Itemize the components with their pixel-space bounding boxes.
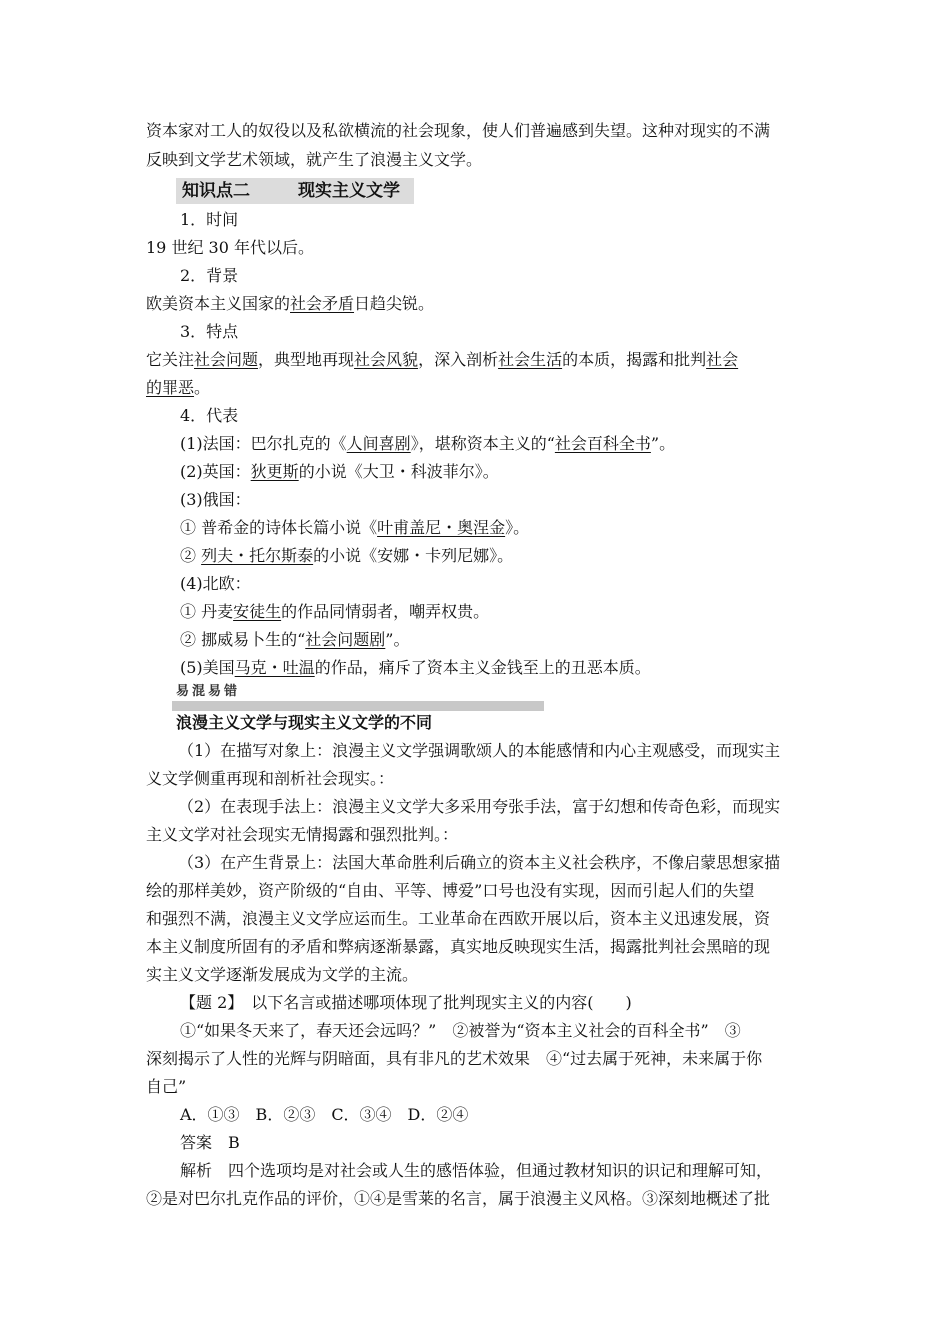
background-text: 欧美资本主义国家的社会矛盾日趋尖锐。 — [146, 294, 435, 313]
divider-bar — [172, 701, 544, 711]
section-heading-time: 1．时间 — [180, 210, 239, 229]
features-text: 它关注社会问题，典型地再现社会风貌，深入剖析社会生活的本质，揭露和批判社会 — [146, 350, 739, 369]
confusion-paragraph: 本主义制度所固有的矛盾和弊病逐渐暴露，真实地反映现实生活，揭露批判社会黑暗的现 — [146, 937, 771, 956]
underlined-term: 社会问题剧 — [305, 630, 386, 649]
question-choices: A．①③ B．②③ C．③④ D．②④ — [180, 1105, 469, 1124]
rep-usa: (5)美国马克・吐温的作品，痛斥了资本主义金钱至上的丑恶本质。 — [180, 658, 651, 677]
underlined-term: 马克・吐温 — [234, 658, 315, 677]
underlined-term: 社会矛盾 — [290, 294, 355, 313]
rep-russia-item: ① 普希金的诗体长篇小说《叶甫盖尼・奥涅金》。 — [180, 518, 530, 537]
underlined-term: 安徒生 — [233, 602, 282, 621]
confusion-paragraph: 绘的那样美妙，资产阶级的“自由、平等、博爱”口号也没有实现，因而引起人们的失望 — [146, 881, 755, 900]
answer: 答案 B — [180, 1133, 240, 1152]
rep-russia-heading: (3)俄国： — [180, 490, 251, 509]
time-text: 19 世纪 30 年代以后。 — [146, 238, 314, 257]
rep-britain: (2)英国：狄更斯的小说《大卫・科波菲尔》。 — [180, 462, 499, 481]
features-text: 的罪恶。 — [146, 378, 211, 397]
confusion-paragraph: 实主义文学逐渐发展成为文学的主流。 — [146, 965, 419, 984]
confusion-paragraph: 义文学侧重再现和剖析社会现实。： — [146, 769, 395, 788]
intro-line: 资本家对工人的奴役以及私欲横流的社会现象，使人们普遍感到失望。这种对现实的不满 — [146, 121, 771, 140]
question-options: 深刻揭示了人性的光辉与阴暗面，具有非凡的艺术效果 ④“过去属于死神，未来属于你 — [146, 1049, 763, 1068]
rep-nordic-item: ① 丹麦安徒生的作品同情弱者，嘲弄权贵。 — [180, 602, 490, 621]
confusion-title: 浪漫主义文学与现实主义文学的不同 — [176, 713, 433, 732]
intro-line: 反映到文学艺术领域，就产生了浪漫主义文学。 — [146, 150, 483, 169]
underlined-term: 社会 — [706, 350, 739, 369]
rep-russia-item: ② 列夫・托尔斯泰的小说《安娜・卡列尼娜》。 — [180, 546, 514, 565]
confusion-paragraph: 主义文学对社会现实无情揭露和强烈批判。： — [146, 825, 459, 844]
underlined-term: 社会百科全书 — [554, 434, 651, 453]
underlined-term: 社会生活 — [498, 350, 563, 369]
rep-nordic-heading: (4)北欧： — [180, 574, 251, 593]
knowledge-point-title: 现实主义文学 — [298, 181, 400, 201]
knowledge-point-heading — [176, 178, 414, 204]
question-options: ①“如果冬天来了，春天还会远吗？” ②被誉为“资本主义社会的百科全书” ③ — [180, 1021, 741, 1040]
analysis: ②是对巴尔扎克作品的评价，①④是雪莱的名言，属于浪漫主义风格。③深刻地概述了批 — [146, 1189, 771, 1208]
underlined-term: 的罪恶 — [146, 378, 195, 397]
confusion-paragraph: （3）在产生背景上：法国大革命胜利后确立的资本主义社会秩序，不像启蒙思想家描 — [178, 853, 781, 872]
underlined-term: 狄更斯 — [250, 462, 299, 481]
question-options: 自己” — [146, 1077, 187, 1096]
underlined-term: 社会风貌 — [354, 350, 419, 369]
underlined-term: 社会问题 — [194, 350, 259, 369]
knowledge-point-label: 知识点二 — [182, 181, 250, 201]
question-stem: 【题 2】 以下名言或描述哪项体现了批判现实主义的内容( ) — [180, 993, 632, 1012]
section-heading-representatives: 4．代表 — [180, 406, 239, 425]
section-heading-background: 2．背景 — [180, 266, 239, 285]
confusion-paragraph: （2）在表现手法上：浪漫主义文学大多采用夸张手法，富于幻想和传奇色彩，而现实 — [178, 797, 781, 816]
rep-france: (1)法国：巴尔扎克的《人间喜剧》，堪称资本主义的“社会百科全书”。 — [180, 434, 676, 453]
rep-nordic-item: ② 挪威易卜生的“社会问题剧”。 — [180, 630, 410, 649]
underlined-term: 列夫・托尔斯泰 — [201, 546, 314, 565]
analysis: 解析 四个选项均是对社会或人生的感悟体验，但通过教材知识的识记和理解可知， — [180, 1161, 773, 1180]
section-heading-features: 3．特点 — [180, 322, 239, 341]
confusion-paragraph: 和强烈不满，浪漫主义文学应运而生。工业革命在西欧开展以后，资本主义迅速发展，资 — [146, 909, 771, 928]
underlined-term: 人间喜剧 — [346, 434, 411, 453]
confusion-paragraph: （1）在描写对象上：浪漫主义文学强调歌颂人的本能感情和内心主观感受，而现实主 — [178, 741, 781, 760]
underlined-term: 叶甫盖尼・奥涅金 — [377, 518, 506, 537]
confusion-label: 易混易错 — [176, 684, 241, 699]
